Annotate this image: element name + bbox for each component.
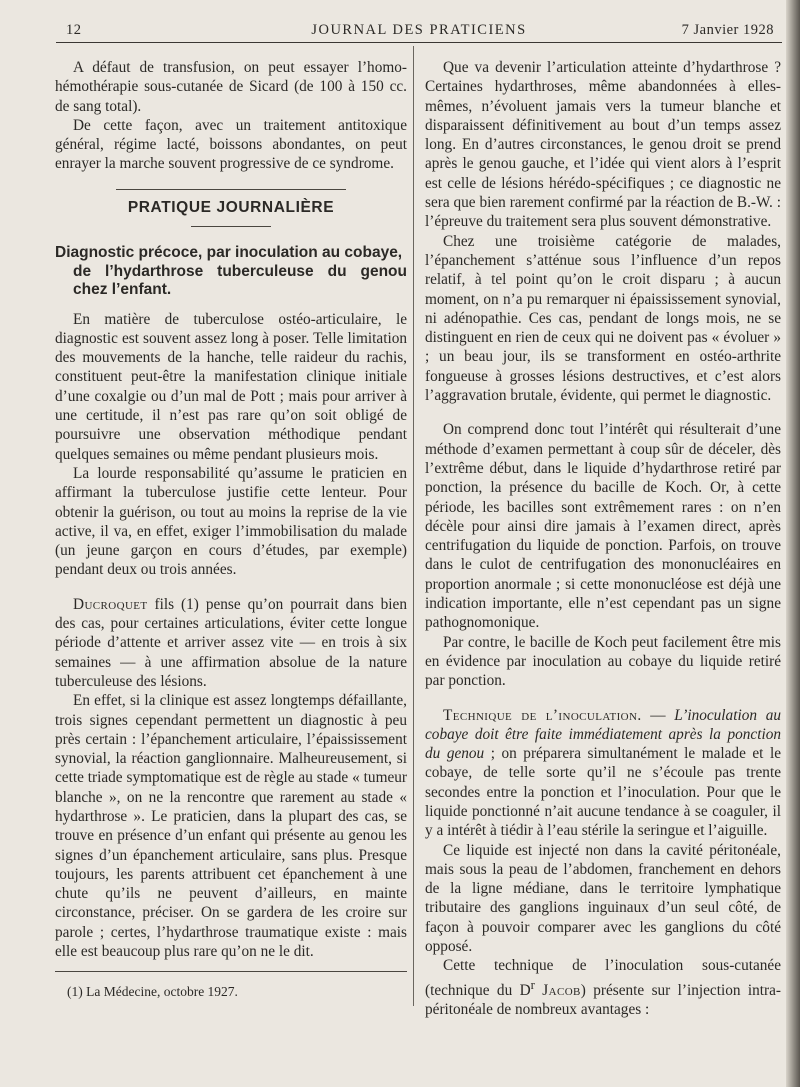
page-edge-shadow bbox=[786, 0, 800, 1087]
paragraph-traitement: De cette façon, avec un traitement antitoxique général, régime lacté, boissons abondantes, on peut enrayer la marche souvent progressive de ce syndrome. bbox=[55, 116, 407, 173]
author-name: Ducroquet bbox=[73, 595, 148, 613]
left-column bbox=[55, 58, 407, 1002]
paragraph-2: La lourde responsabilité qu’assume le praticien en affirmant la tuberculose justifie cette lenteur. Pour obtenir la guérison, ou tout au moins la reprise de la vie active, il va, en effet, exiger l’immobilisation du malade (un jeune garçon en cours d’études, par exemple) pendant deux ou trois années. bbox=[55, 464, 407, 579]
paragraph-r4: Par contre, le bacille de Koch peut facilement être mis en évidence par inoculation au cobaye du liquide retiré par ponction. bbox=[425, 633, 781, 690]
paragraph-r1: Que va devenir l’articulation atteinte d’hydarthrose ? Certaines hydarthroses, même abandonnées à elles-mêmes, n’évoluent jamais vers la tumeur blanche et disparaissent définitivement au bout d’un temps assez long. En d’autres circonstances, le genou droit se prend après le genou gauche, et l’idée qui vient alors à l’esprit est celle de lésions hérédo-spécifiques ; ce diagnostic ne sera que bien rarement confirmé par la réaction de B.-W. : l’épreuve du traitement sera plus souvent démonstrative. bbox=[425, 59, 781, 231]
footnote: (1) La Médecine, octobre 1927. bbox=[67, 984, 238, 1000]
paragraph-r7: Cette technique de l’inoculation sous-cutanée (technique du $D^r$ Jacob) présente sur l’injection intra-péritonéale de nombreux avantages : bbox=[425, 957, 781, 1019]
paragraph-transfusion: A défaut de transfusion, on peut essayer l’homo-hémothérapie sous-cutanée de Sicard (de 100 à 150 cc. de sang total). bbox=[55, 59, 407, 115]
footnote-rule bbox=[55, 971, 407, 972]
section-title-underline bbox=[191, 226, 271, 227]
paragraph-r6: Ce liquide est injecté non dans la cavité péritonéale, mais sous la peau de l’abdomen, franchement en dehors de la ligne médiane, dans le territoire lymphatique tributaire des ganglions inguinaux d’un seul côté, de façon à pouvoir comparer avec les ganglions du côté opposé. bbox=[425, 841, 781, 956]
paragraph-3: Ducroquet fils (1) pense qu’on pourrait dans bien des cas, pour certaines articulations, éviter cette longue période d’attente et arriver assez vite — en trois à six semaines — à une affirmation absolue de la nature tuberculeuse des lésions. bbox=[55, 595, 407, 690]
header-rule bbox=[56, 42, 782, 43]
author-jacob: Jacob bbox=[542, 981, 581, 999]
right-column bbox=[425, 58, 781, 1019]
paragraph-4: En effet, si la clinique est assez longtemps défaillante, trois signes cependant permettent un diagnostic à peu près certain : l’épanchement articulaire, l’épaississement synovial, la réaction ganglionnaire. Malheureusement, si cette triade symptomatique est de règle au stade « tumeur blanche », on ne la rencontre que rarement au stade « hydarthrose ». Le praticien, dans la plupart des cas, se trouve en présence d’un enfant qui présente au genou les signes d’un épanchement articulaire, sans plus. Presque toujours, les parents attribuent cet épanchement à une chute qu’ils ne peuvent d’ailleurs, en mainte circonstance, préciser. On se gardera de les croire sur parole ; certes, l’hydarthrose traumatique existe : mais elle est beaucoup plus rare qu’on ne le dit. bbox=[55, 692, 407, 961]
column-divider bbox=[413, 46, 414, 1006]
paragraph-r3: On comprend donc tout l’intérêt qui résulterait d’une méthode d’examen permettant à coup sûr de déceler, dès l’extrême début, dans le liquide d’hydarthrose retiré par ponction, la présence du bacille de Koch. Or, à cette période, les bacilles sont extrêmement rares : on n’en décèle pour ainsi dire jamais à l’examen direct, après centrifugation du liquide de ponction. Parfois, on trouve dans le culot de centrifugation des mononucléaires en proportion anormale ; si cette mononucléose est déjà une indication importante, elle n’est cependant pas un signe pathognomonique. bbox=[425, 421, 781, 632]
section-divider bbox=[116, 189, 346, 190]
paragraph-technique: Technique de l’inoculation. — L’inoculation au cobaye doit être faite immédiatement après la ponction du genou ; on préparera simultanément le malade et le cobaye, de telle sorte qu’il ne s’écoule pas trente secondes entre la ponction et l’inoculation. Pour que le liquide ponctionné n’ait aucune tendance à se coaguler, il y a intérêt à tiédir à l’eau stérile la seringue et l’aiguille. bbox=[425, 706, 781, 840]
technique-heading: Technique de l’inoculation. bbox=[443, 706, 642, 724]
article-title bbox=[55, 244, 407, 300]
section-title: PRATIQUE JOURNALIÈRE bbox=[127, 198, 335, 216]
page-number: 12 bbox=[66, 22, 82, 38]
paragraph-r2: Chez une troisième catégorie de malades, l’épanchement s’atténue sous l’influence d’un repos relatif, à tel point qu’on le croit disparu ; à aucun moment, on n’a pu remarquer ni épaississement synovial, ni adénopathie. Ces cas, pendant de longs mois, ne se distinguent en rien de ceux qui ne doivent pas « évoluer » ; un beau jour, ils se transforment en ostéo-arthrite fongueuse à grosses lésions destructives, et c’est alors l’aggravation brutale, évidente, qui permet le diagnostic. bbox=[425, 232, 781, 405]
article-title-rest: de l’hydarthrose tuberculeuse du genou chez l’enfant. bbox=[73, 262, 407, 299]
article-title-line1: Diagnostic précoce, par inoculation au cobaye, bbox=[55, 244, 403, 262]
issue-date: 7 Janvier 1928 bbox=[681, 22, 774, 38]
technique-emphasis: L’inoculation au cobaye doit être faite immédiatement après la ponction du genou bbox=[425, 706, 781, 763]
journal-title: JOURNAL DES PRATICIENS bbox=[311, 22, 527, 38]
running-head bbox=[60, 16, 778, 44]
paragraph-1: En matière de tuberculose ostéo-articulaire, le diagnostic est souvent assez long à poser. Telle limitation des mouvements de la hanche, telle raideur du rachis, constituent peut-être la manifestation clinique initiale d’une coxalgie ou d’un mal de Pott ; mais pour arriver à une certitude, il n’est pas rare qu’on soit obligé de poursuivre une observation méthodique pendant quelques semaines ou même pendant plusieurs mois. bbox=[55, 310, 407, 463]
